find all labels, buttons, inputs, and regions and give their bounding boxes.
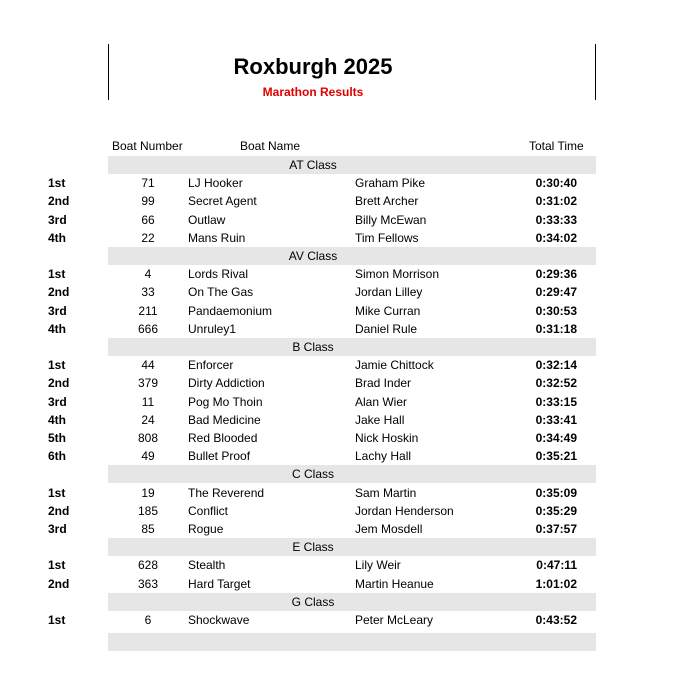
boat-name-cell: Unruley1 bbox=[188, 321, 237, 336]
result-row bbox=[0, 174, 684, 192]
boat-number-cell: 49 bbox=[141, 449, 155, 464]
skipper-cell: Sam Martin bbox=[355, 485, 417, 500]
result-row bbox=[0, 502, 684, 520]
result-row bbox=[0, 192, 684, 210]
page-subtitle: Marathon Results bbox=[262, 85, 364, 99]
skipper-cell: Jordan Henderson bbox=[355, 503, 454, 518]
total-time-cell: 0:35:09 bbox=[535, 485, 577, 500]
class-header bbox=[108, 593, 596, 611]
boat-number-cell: 85 bbox=[141, 522, 155, 536]
total-time-cell: 0:31:02 bbox=[535, 194, 577, 209]
class-header-label: G Class bbox=[291, 594, 335, 609]
boat-name-cell: Enforcer bbox=[188, 358, 234, 373]
page-title: Roxburgh 2025 bbox=[233, 54, 393, 79]
column-header-boat-number: Boat Number bbox=[112, 139, 183, 153]
total-time-cell: 0:32:14 bbox=[535, 358, 577, 373]
place-cell: 1st bbox=[48, 267, 66, 282]
place-cell: 4th bbox=[48, 230, 66, 245]
skipper-cell: Lily Weir bbox=[355, 558, 401, 573]
total-time-cell: 0:33:15 bbox=[535, 394, 577, 409]
place-cell: 2nd bbox=[48, 576, 70, 591]
place-cell: 6th bbox=[48, 449, 66, 464]
skipper-cell: Daniel Rule bbox=[355, 321, 418, 336]
result-row bbox=[0, 229, 684, 247]
total-time-cell: 0:33:33 bbox=[535, 212, 577, 227]
total-time-cell: 0:31:18 bbox=[535, 321, 577, 336]
place-cell: 1st bbox=[48, 358, 66, 373]
skipper-cell: Tim Fellows bbox=[355, 230, 419, 245]
skipper-cell: Jamie Chittock bbox=[355, 358, 434, 373]
total-time-cell: 0:37:57 bbox=[535, 522, 577, 536]
total-time-cell: 0:29:36 bbox=[535, 267, 577, 282]
class-header-label: AT Class bbox=[289, 158, 337, 172]
place-cell: 3rd bbox=[48, 303, 67, 318]
skipper-cell: Simon Morrison bbox=[355, 267, 440, 282]
boat-name-cell: Shockwave bbox=[188, 613, 250, 627]
result-row bbox=[0, 356, 684, 374]
result-row bbox=[0, 283, 684, 301]
boat-name-cell: Pog Mo Thoin bbox=[188, 394, 263, 409]
total-time-cell: 0:34:02 bbox=[535, 230, 577, 245]
boat-name-cell: Hard Target bbox=[188, 576, 251, 591]
boat-number-cell: 666 bbox=[137, 321, 159, 336]
boat-number-cell: 6 bbox=[144, 613, 152, 627]
skipper-cell: Brad Inder bbox=[355, 376, 412, 391]
boat-name-cell: On The Gas bbox=[188, 285, 254, 300]
total-time-cell: 0:34:49 bbox=[535, 431, 577, 445]
total-time-cell: 0:33:41 bbox=[535, 412, 577, 427]
boat-number-cell: 71 bbox=[141, 176, 155, 191]
skipper-cell: Lachy Hall bbox=[355, 449, 412, 464]
result-row bbox=[0, 374, 684, 392]
boat-number-cell: 379 bbox=[137, 376, 159, 391]
result-row bbox=[0, 302, 684, 320]
boat-number-cell: 4 bbox=[144, 267, 152, 282]
result-row bbox=[0, 265, 684, 283]
skipper-cell: Jake Hall bbox=[355, 412, 405, 427]
boat-number-cell: 24 bbox=[141, 412, 155, 427]
result-row bbox=[0, 411, 684, 429]
place-cell: 4th bbox=[48, 412, 66, 427]
boat-name-cell: The Reverend bbox=[188, 485, 265, 500]
skipper-cell: Martin Heanue bbox=[355, 576, 434, 591]
place-cell: 3rd bbox=[48, 212, 67, 227]
boat-name-cell: Dirty Addiction bbox=[188, 376, 265, 391]
boat-number-cell: 808 bbox=[137, 431, 159, 445]
boat-name-cell: Rogue bbox=[188, 522, 224, 536]
result-row bbox=[0, 556, 684, 574]
footer-band bbox=[108, 633, 596, 651]
column-header-total-time: Total Time bbox=[529, 139, 584, 153]
class-header bbox=[108, 465, 596, 483]
boat-name-cell: Bad Medicine bbox=[188, 412, 261, 427]
class-header bbox=[108, 338, 596, 356]
boat-name-cell: Lords Rival bbox=[188, 267, 249, 282]
boat-number-cell: 22 bbox=[141, 230, 155, 245]
place-cell: 1st bbox=[48, 485, 66, 500]
boat-name-cell: Bullet Proof bbox=[188, 449, 251, 464]
boat-number-cell: 11 bbox=[141, 394, 155, 409]
place-cell: 2nd bbox=[48, 376, 70, 391]
boat-number-cell: 185 bbox=[137, 503, 159, 518]
class-header bbox=[108, 538, 596, 556]
boat-name-cell: Pandaemonium bbox=[188, 303, 273, 318]
skipper-cell: Alan Wier bbox=[355, 394, 408, 409]
result-row bbox=[0, 484, 684, 502]
total-time-cell: 0:35:29 bbox=[535, 503, 577, 518]
boat-name-cell: LJ Hooker bbox=[188, 176, 243, 191]
skipper-cell: Peter McLeary bbox=[355, 613, 434, 627]
result-row bbox=[0, 575, 684, 593]
skipper-cell: Jem Mosdell bbox=[355, 522, 423, 536]
total-time-cell: 0:32:52 bbox=[535, 376, 577, 391]
class-header-label: E Class bbox=[292, 540, 334, 555]
boat-name-cell: Outlaw bbox=[188, 212, 226, 227]
class-header bbox=[108, 156, 596, 174]
class-header-label: AV Class bbox=[288, 249, 338, 263]
place-cell: 2nd bbox=[48, 285, 70, 300]
boat-number-cell: 211 bbox=[138, 303, 158, 318]
boat-name-cell: Conflict bbox=[188, 503, 229, 518]
boat-name-cell: Mans Ruin bbox=[188, 230, 246, 245]
place-cell: 1st bbox=[48, 176, 66, 191]
skipper-cell: Graham Pike bbox=[355, 176, 426, 191]
place-cell: 3rd bbox=[48, 522, 67, 536]
boat-number-cell: 66 bbox=[141, 212, 155, 227]
result-row bbox=[0, 393, 684, 411]
skipper-cell: Mike Curran bbox=[355, 303, 421, 318]
result-row bbox=[0, 611, 684, 629]
boat-name-cell: Stealth bbox=[188, 558, 226, 573]
place-cell: 1st bbox=[48, 558, 66, 573]
place-cell: 5th bbox=[48, 431, 66, 445]
total-time-cell: 0:30:53 bbox=[535, 303, 577, 318]
boat-number-cell: 44 bbox=[141, 358, 155, 373]
result-row bbox=[0, 447, 684, 465]
result-row bbox=[0, 429, 684, 447]
place-cell: 4th bbox=[48, 321, 66, 336]
result-row bbox=[0, 320, 684, 338]
total-time-cell: 1:01:02 bbox=[535, 576, 577, 591]
boat-number-cell: 33 bbox=[141, 285, 155, 300]
place-cell: 2nd bbox=[48, 194, 70, 209]
total-time-cell: 0:30:40 bbox=[535, 176, 577, 191]
class-header bbox=[108, 247, 596, 265]
skipper-cell: Brett Archer bbox=[355, 194, 419, 209]
skipper-cell: Nick Hoskin bbox=[355, 431, 419, 445]
skipper-cell: Billy McEwan bbox=[355, 212, 427, 227]
boat-number-cell: 19 bbox=[141, 485, 155, 500]
skipper-cell: Jordan Lilley bbox=[355, 285, 423, 300]
place-cell: 3rd bbox=[48, 394, 67, 409]
place-cell: 1st bbox=[48, 613, 66, 627]
total-time-cell: 0:47:11 bbox=[536, 558, 577, 573]
boat-name-cell: Secret Agent bbox=[188, 194, 257, 209]
boat-number-cell: 628 bbox=[137, 558, 159, 573]
result-row bbox=[0, 211, 684, 229]
place-cell: 2nd bbox=[48, 503, 70, 518]
boat-number-cell: 363 bbox=[137, 576, 159, 591]
total-time-cell: 0:43:52 bbox=[535, 613, 577, 627]
boat-name-cell: Red Blooded bbox=[188, 431, 258, 445]
right-border-line bbox=[595, 44, 596, 100]
class-header-label: B Class bbox=[292, 340, 334, 354]
boat-number-cell: 99 bbox=[141, 194, 155, 209]
total-time-cell: 0:35:21 bbox=[535, 449, 577, 464]
total-time-cell: 0:29:47 bbox=[535, 285, 577, 300]
result-row bbox=[0, 520, 684, 538]
class-header-label: C Class bbox=[291, 467, 334, 482]
column-header-boat-name: Boat Name bbox=[240, 139, 301, 153]
